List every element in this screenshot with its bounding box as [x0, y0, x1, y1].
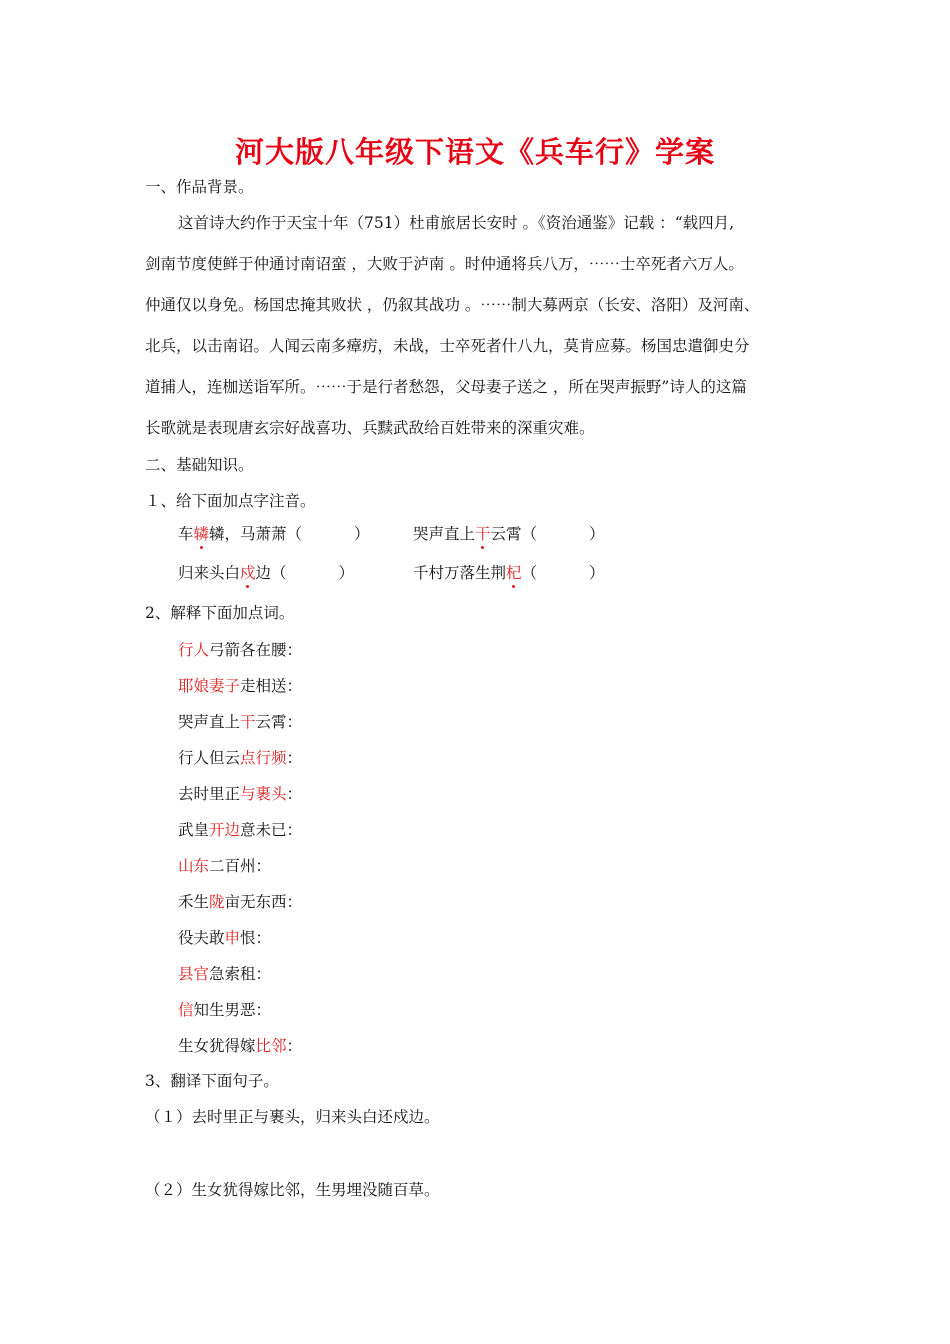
explain-text: 急索租： — [209, 965, 272, 983]
pinyin-item-text: 边（ — [255, 564, 287, 582]
explain-item-2 — [178, 676, 302, 696]
explain-text: 哭声直上 — [178, 713, 241, 731]
explain-text: 禾生 — [178, 893, 210, 911]
highlighted-word: 县官 — [178, 965, 210, 983]
dotted-char: 辚 — [193, 525, 210, 543]
explain-item-4 — [178, 748, 302, 768]
translate-item-2: （２）生女犹得嫁比邻，生男埋没随百草。 — [145, 1181, 440, 1199]
background-line-3: 仲通仅以身免。杨国忠掩其败状 ，仍叙其战功 。⋯⋯制大募两京（长安、洛阳）及河南、 — [145, 296, 760, 314]
pinyin-item-text: 哭声直上 — [413, 525, 476, 543]
highlighted-word: 干 — [240, 713, 256, 731]
explain-item-5 — [178, 784, 302, 804]
explain-text: 武皇 — [178, 821, 210, 839]
dotted-char: 干 — [475, 525, 491, 543]
document-title: 河大版八年级下语文《兵车行》学案 — [234, 135, 715, 169]
explain-text: ： — [286, 785, 303, 803]
section2-heading: 二、基础知识。 — [145, 456, 254, 474]
explain-item-11 — [178, 1000, 271, 1020]
background-line-4: 北兵，以击南诏。人闻云南多瘴疠，未战，士卒死者什八九，莫肯应募。杨国忠遣御史分 — [145, 337, 750, 355]
highlighted-word: 申 — [224, 929, 241, 947]
explain-text: 走相送： — [240, 677, 303, 695]
explain-item-10 — [178, 964, 271, 984]
explain-text: 二百州： — [209, 857, 272, 875]
explain-item-7 — [178, 856, 271, 876]
explain-text: 云霄： — [255, 713, 303, 731]
pinyin-item-1 — [178, 524, 370, 544]
pinyin-item-text: 归来头白 — [178, 564, 241, 582]
pinyin-item-text: 千村万落生荆 — [413, 564, 507, 582]
explain-text: ： — [286, 1037, 303, 1055]
explain-text: 生女犹得嫁 — [178, 1037, 256, 1055]
explain-text: 恨： — [240, 929, 272, 947]
q1-heading: １、给下面加点字注音。 — [145, 492, 316, 510]
explain-text: 行人但云 — [178, 749, 241, 767]
highlighted-word: 信 — [178, 1001, 194, 1019]
explain-text: 亩无东西： — [224, 893, 303, 911]
section1-heading: 一、作品背景。 — [145, 178, 254, 196]
pinyin-item-text: 辚，马萧萧（ — [209, 525, 303, 543]
explain-item-6 — [178, 820, 302, 840]
highlighted-word: 开边 — [209, 821, 241, 839]
explain-item-12 — [178, 1036, 302, 1056]
dotted-char: 杞 — [506, 564, 522, 582]
explain-text: 役夫敢 — [178, 929, 225, 947]
highlighted-word: 与裹头 — [240, 785, 287, 803]
explain-item-9 — [178, 928, 271, 948]
explain-text: 意未已： — [240, 821, 303, 839]
explain-text: 知生男恶： — [193, 1001, 272, 1019]
explain-text: 弓箭各在腰： — [209, 641, 303, 659]
pinyin-item-4 — [413, 563, 605, 583]
pinyin-item-close: ） — [338, 564, 355, 582]
highlighted-word: 山东 — [178, 857, 210, 875]
highlighted-word: 耶娘妻子 — [178, 677, 241, 695]
background-line-2: 剑南节度使鲜于仲通讨南诏蛮 ，大败于泸南 。时仲通将兵八万，⋯⋯士卒死者六万人。 — [145, 255, 744, 273]
background-line-1: 这首诗大约作于天宝十年（751）杜甫旅居长安时 。《资治通鉴》记载 ：“载四月, — [178, 214, 735, 232]
q3-heading: 3、翻译下面句子。 — [145, 1072, 279, 1090]
highlighted-word: 陇 — [209, 893, 225, 911]
pinyin-item-close: ） — [589, 564, 605, 582]
dotted-char: 戍 — [240, 564, 256, 582]
highlighted-word: 行人 — [178, 641, 210, 659]
pinyin-item-text: （ — [521, 564, 538, 582]
explain-item-8 — [178, 892, 302, 912]
q2-heading: 2、解释下面加点词。 — [145, 604, 295, 622]
explain-item-3 — [178, 712, 302, 732]
pinyin-item-close: ） — [354, 525, 370, 543]
background-line-5: 道捕人，连枷送诣军所。⋯⋯于是行者愁怨，父母妻子送之 ，所在哭声振野”诗人的这篇 — [145, 378, 747, 396]
pinyin-item-text: 车 — [178, 525, 194, 543]
pinyin-item-close: ） — [589, 525, 605, 543]
explain-text: 去时里正 — [178, 785, 241, 803]
explain-text: ： — [286, 749, 303, 767]
pinyin-item-2 — [413, 524, 605, 544]
pinyin-item-3 — [178, 563, 354, 583]
explain-item-1 — [178, 640, 302, 660]
pinyin-item-text: 云霄（ — [490, 525, 538, 543]
highlighted-word: 比邻 — [255, 1037, 287, 1055]
background-line-6: 长歌就是表现唐玄宗好战喜功、兵黩武敌给百姓带来的深重灾难。 — [145, 419, 595, 437]
translate-item-1: （１）去时里正与裹头，归来头白还戍边。 — [145, 1108, 440, 1126]
highlighted-word: 点行频 — [240, 749, 287, 767]
